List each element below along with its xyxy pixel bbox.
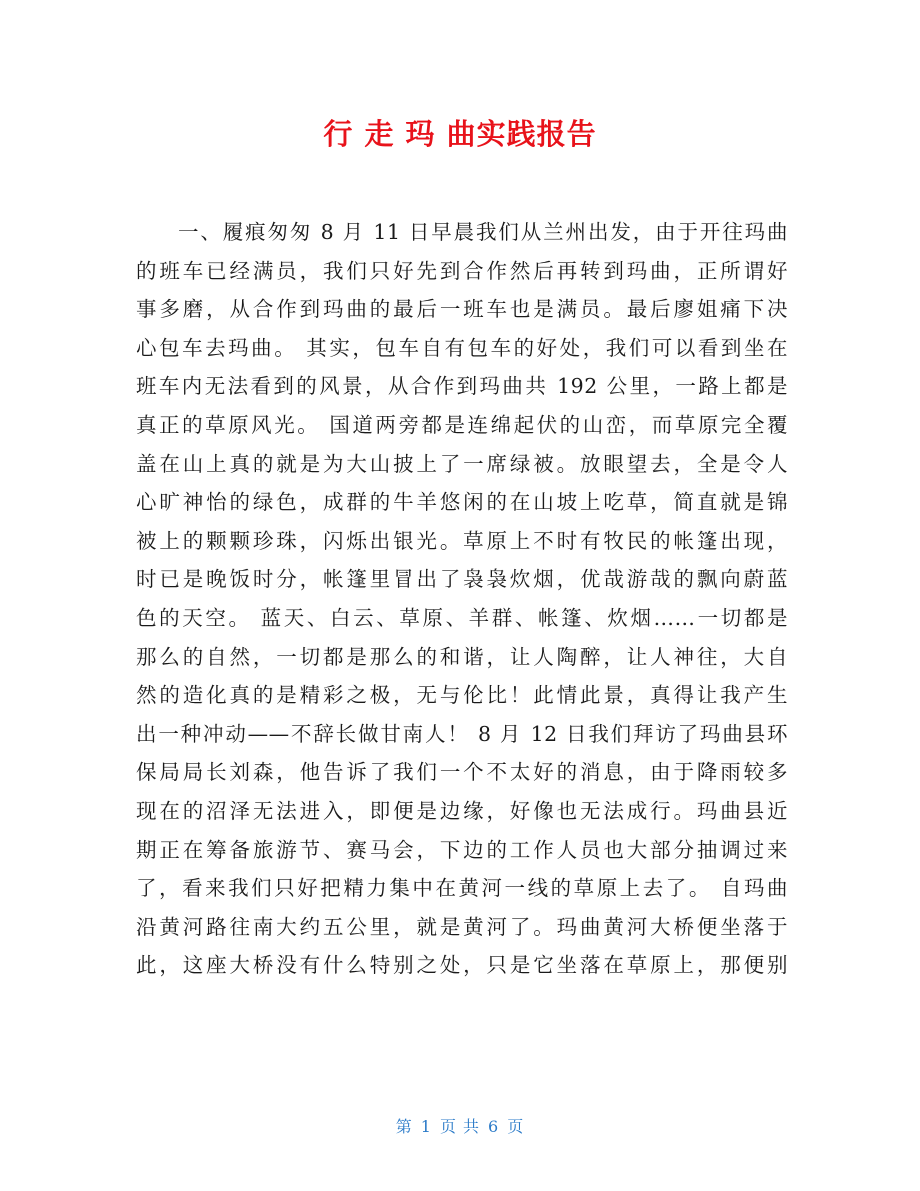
body-line: 的班车已经满员，我们只好先到合作然后再转到玛曲，正所谓好 — [136, 258, 788, 283]
page-label-middle: 页 共 — [439, 1117, 481, 1136]
body-line: 那么的自然，一切都是那么的和谐，让人陶醉，让人神往，大自 — [136, 644, 788, 669]
body-line: 被上的颗颗珍珠，闪烁出银光。草原上不时有牧民的帐篷出现， — [136, 528, 788, 553]
body-line: 此，这座大桥没有什么特别之处，只是它坐落在草原上，那便别 — [136, 953, 788, 978]
page-number: 1 — [420, 1117, 432, 1136]
body-line: 心包车去玛曲。 其实，包车自有包车的好处，我们可以看到坐在 — [136, 335, 788, 360]
page-footer — [0, 1114, 920, 1137]
body-line: 期正在筹备旅游节、赛马会，下边的工作人员也大部分抽调过来 — [136, 837, 788, 862]
total-pages: 6 — [488, 1117, 500, 1136]
body-line: 沿黄河路往南大约五公里，就是黄河了。玛曲黄河大桥便坐落于 — [136, 914, 788, 939]
body-line: 事多磨，从合作到玛曲的最后一班车也是满员。最后廖姐痛下决 — [136, 297, 788, 322]
body-line: 现在的沼泽无法进入，即便是边缘，好像也无法成行。玛曲县近 — [136, 798, 788, 823]
body-line: 班车内无法看到的风景，从合作到玛曲共 192 公里，一路上都是 — [136, 374, 788, 399]
document-body — [136, 213, 788, 985]
body-line: 心旷神怡的绿色，成群的牛羊悠闲的在山坡上吃草，简直就是锦 — [136, 490, 788, 515]
body-line: 保局局长刘森，他告诉了我们一个不太好的消息，由于降雨较多 — [136, 760, 788, 785]
body-line: 一、履痕匆匆 8 月 11 日早晨我们从兰州出发，由于开往玛曲 — [178, 220, 788, 244]
document-title: 行 走 玛 曲实践报告 — [323, 117, 597, 151]
body-line: 真正的草原风光。 国道两旁都是连绵起伏的山峦，而草原完全覆 — [136, 412, 788, 437]
body-line: 盖在山上真的就是为大山披上了一席绿被。放眼望去，全是令人 — [136, 451, 788, 476]
page-label-prefix: 第 — [395, 1117, 413, 1136]
page-label-suffix: 页 — [507, 1117, 525, 1136]
body-line: 色的天空。 蓝天、白云、草原、羊群、帐篷、炊烟……一切都是 — [136, 605, 788, 630]
body-line: 然的造化真的是精彩之极，无与伦比！此情此景，真得让我产生 — [136, 683, 788, 708]
body-line: 时已是晚饭时分，帐篷里冒出了袅袅炊烟，优哉游哉的飘向蔚蓝 — [136, 567, 788, 592]
body-line: 了，看来我们只好把精力集中在黄河一线的草原上去了。 自玛曲 — [136, 876, 788, 901]
body-line: 出一种冲动——不辞长做甘南人！ 8 月 12 日我们拜访了玛曲县环 — [136, 721, 788, 746]
